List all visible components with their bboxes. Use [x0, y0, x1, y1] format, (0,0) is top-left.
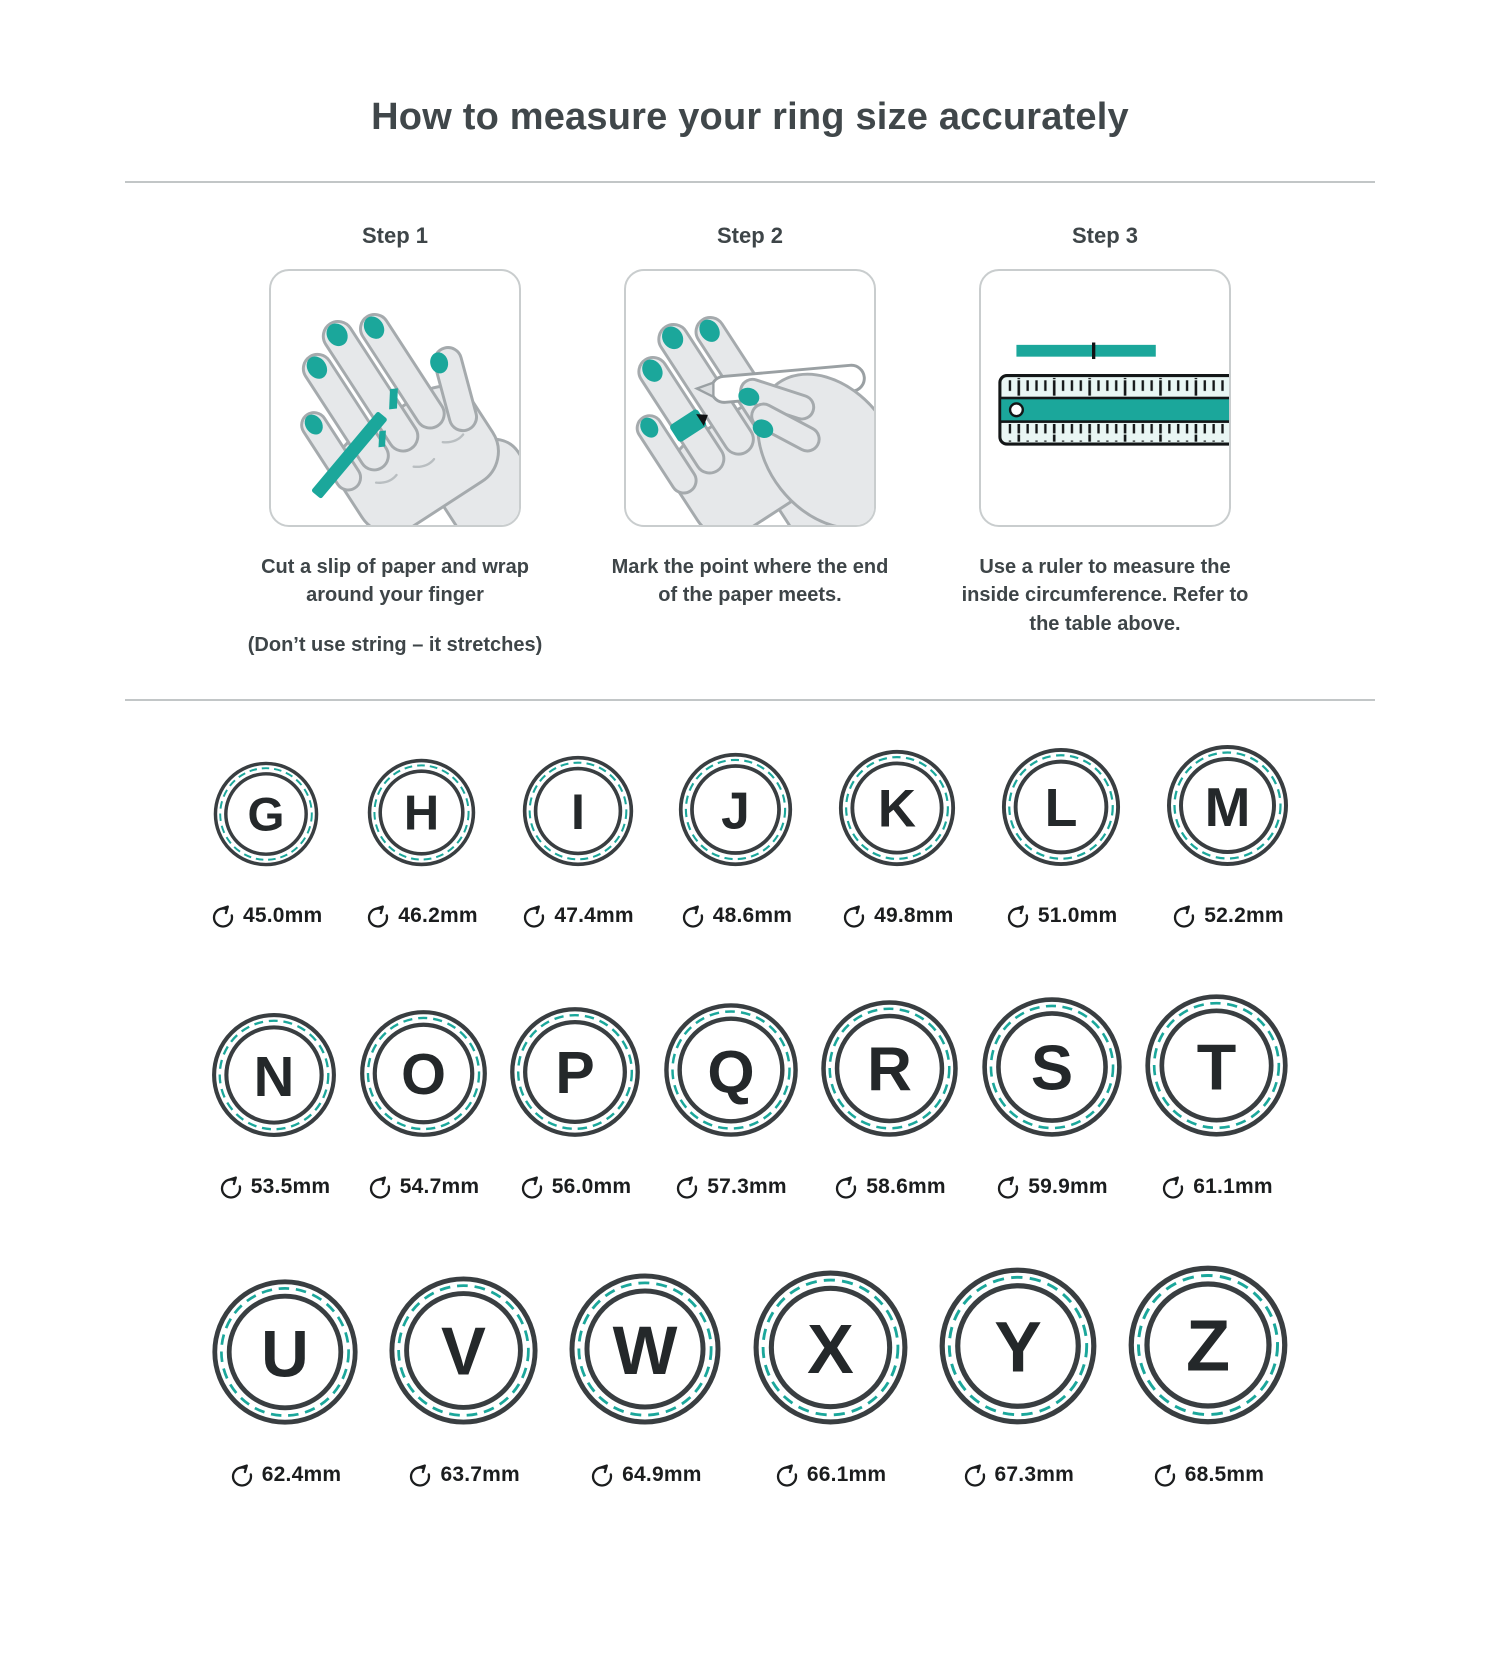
circumference-arrow-icon [210, 903, 236, 929]
step-3-illustration-box [979, 269, 1231, 527]
ring-circle-graphic [819, 998, 960, 1139]
step-1 [230, 223, 560, 657]
ring-size-item [1165, 743, 1290, 930]
ring-circumference-value: 67.3mm [994, 1462, 1074, 1486]
ring-row-2 [210, 992, 1290, 1201]
ring-circle-graphic [358, 1008, 489, 1139]
step-2-illustration-box [624, 269, 876, 527]
ring-circumference-value: 63.7mm [440, 1462, 520, 1486]
ring-circumference [407, 1461, 519, 1489]
ring-circle-graphic [751, 1268, 910, 1427]
ring-size-letter: P [555, 1040, 595, 1106]
circumference-arrow-icon [218, 1174, 244, 1200]
page-title: How to measure your ring size accurately [371, 96, 1129, 138]
top-divider [125, 181, 1375, 183]
ring-circle-graphic [837, 748, 957, 868]
ring-circumference-value: 53.5mm [250, 1174, 331, 1198]
ring-circumference [229, 1461, 341, 1489]
step-2-caption: Mark the point where the end of the paper meets. [611, 556, 889, 607]
ring-circumference [674, 1173, 786, 1201]
ring-circle-graphic [521, 754, 635, 868]
ring-size-chart [0, 743, 1500, 1549]
ring-size-letter: Z [1185, 1306, 1230, 1387]
ring-circumference-value: 48.6mm [712, 903, 793, 927]
ring-circle-graphic [212, 760, 320, 868]
ring-circle-graphic [1143, 992, 1290, 1139]
circumference-arrow-icon [1152, 1462, 1178, 1488]
ring-circumference-value: 49.8mm [874, 903, 954, 927]
ring-circumference [1005, 902, 1117, 930]
ring-circumference [1171, 902, 1283, 930]
ring-circumference-value: 64.9mm [622, 1462, 702, 1486]
ring-size-item [662, 1001, 800, 1201]
ring-circumference-value: 59.9mm [1028, 1174, 1108, 1198]
ring-size-letter: L [1044, 778, 1078, 839]
ring-circumference-value: 51.0mm [1037, 903, 1118, 927]
ring-circle-graphic [366, 757, 477, 868]
ring-circumference [365, 902, 477, 930]
ring-size-item [508, 1005, 642, 1201]
step-1-caption: Cut a slip of paper and wrap around your finger [261, 556, 529, 607]
ruler-bottom-ticks [1005, 424, 1229, 442]
ring-circumference [1152, 1461, 1264, 1489]
ring-circumference [589, 1461, 701, 1489]
ring-circle-graphic [1165, 743, 1290, 868]
ring-size-item [1126, 1263, 1290, 1489]
ruler-illustration [981, 271, 1229, 525]
circumference-arrow-icon [1160, 1174, 1186, 1200]
step-1-note: (Don’t use string – it stretches) [247, 633, 543, 656]
ring-size-item [210, 1277, 360, 1489]
ring-circumference [962, 1461, 1074, 1489]
ring-size-letter: V [441, 1314, 487, 1390]
step-1-illustration-box [269, 269, 521, 527]
circumference-arrow-icon [1171, 903, 1197, 929]
ring-circle-graphic [210, 1277, 360, 1427]
ring-size-item [751, 1268, 910, 1489]
step-3-caption: Use a ruler to measure the inside circumference. Refer to the table above. [961, 556, 1249, 635]
ring-size-item [387, 1274, 540, 1489]
step-2 [585, 223, 915, 657]
ring-circle-graphic [387, 1274, 540, 1427]
ring-circumference-value: 47.4mm [554, 903, 634, 927]
ring-circumference [774, 1461, 886, 1489]
ring-circumference-value: 46.2mm [398, 903, 478, 927]
ring-size-letter: S [1030, 1033, 1073, 1104]
ring-size-item [837, 748, 957, 930]
ring-circle-graphic [567, 1271, 723, 1427]
ring-size-item [210, 760, 322, 930]
ring-size-item [1143, 992, 1290, 1201]
ring-circumference [218, 1173, 330, 1201]
ring-circumference [521, 902, 633, 930]
ring-circle-graphic [1000, 746, 1122, 868]
ring-circumference-value: 68.5mm [1184, 1462, 1265, 1486]
step-2-label: Step 2 [716, 223, 784, 248]
ring-circumference [995, 1173, 1107, 1201]
ring-row-3 [210, 1263, 1290, 1489]
ruler-center-band [1000, 398, 1229, 422]
ring-circle-graphic [662, 1001, 800, 1139]
ring-circumference [367, 1173, 479, 1201]
ruler-top-ticks [1005, 378, 1229, 396]
ring-circle-graphic [1126, 1263, 1290, 1427]
paper-strip [1016, 345, 1155, 357]
ring-size-item [1000, 746, 1122, 930]
circumference-arrow-icon [995, 1174, 1021, 1200]
ring-circumference [833, 1173, 945, 1201]
ring-size-letter: U [261, 1316, 309, 1391]
ring-circumference [680, 902, 792, 930]
circumference-arrow-icon [774, 1462, 800, 1488]
ring-size-letter: O [400, 1042, 446, 1107]
steps-section [0, 223, 1500, 657]
circumference-arrow-icon [367, 1174, 393, 1200]
ring-circumference [1160, 1173, 1272, 1201]
ring-size-letter: R [867, 1035, 912, 1105]
ring-size-letter: W [612, 1311, 678, 1389]
ring-size-item [358, 1008, 489, 1201]
circumference-arrow-icon [521, 903, 547, 929]
circumference-arrow-icon [674, 1174, 700, 1200]
circumference-arrow-icon [589, 1462, 615, 1488]
ring-size-item [365, 757, 477, 930]
ring-size-letter: N [253, 1044, 295, 1108]
ring-circumference-value: 52.2mm [1204, 903, 1284, 927]
ring-circumference [210, 902, 322, 930]
ring-circle-graphic [677, 751, 794, 868]
ring-size-item [819, 998, 960, 1201]
ring-circumference-value: 57.3mm [707, 1174, 787, 1198]
circumference-arrow-icon [1005, 903, 1031, 929]
circumference-arrow-icon [833, 1174, 859, 1200]
step-3 [940, 223, 1270, 657]
ruler [1000, 376, 1229, 444]
ring-size-item [980, 995, 1124, 1201]
ring-size-letter: Y [993, 1307, 1042, 1388]
pen-mark-on-strip [1092, 342, 1095, 359]
ring-row-1 [210, 743, 1290, 930]
circumference-arrow-icon [841, 903, 867, 929]
ring-size-letter: I [570, 783, 585, 840]
ring-circumference-value: 45.0mm [243, 903, 323, 927]
ring-circumference-value: 56.0mm [551, 1174, 632, 1198]
ring-size-letter: J [721, 781, 751, 840]
ring-size-item [210, 1011, 338, 1201]
ring-circle-graphic [508, 1005, 642, 1139]
circumference-arrow-icon [680, 903, 706, 929]
ring-size-letter: X [806, 1309, 854, 1388]
ring-circumference-value: 58.6mm [866, 1174, 946, 1198]
ring-circumference-value: 66.1mm [806, 1462, 887, 1486]
ring-size-letter: K [878, 779, 917, 839]
ring-size-letter: Q [706, 1037, 755, 1106]
ring-size-letter: G [247, 788, 285, 842]
ring-size-letter: M [1204, 775, 1251, 838]
ring-circle-graphic [210, 1011, 338, 1139]
ruler-hole [1010, 403, 1023, 416]
ring-circumference [519, 1173, 631, 1201]
ring-size-letter: H [403, 786, 440, 841]
circumference-arrow-icon [365, 903, 391, 929]
step-1-label: Step 1 [361, 223, 429, 248]
pen-marking-paper-illustration [626, 271, 874, 525]
step-3-label: Step 3 [1071, 223, 1139, 248]
circumference-arrow-icon [519, 1174, 545, 1200]
ring-size-item [677, 751, 794, 930]
circumference-arrow-icon [407, 1462, 433, 1488]
ring-circumference-value: 61.1mm [1193, 1174, 1273, 1198]
middle-divider [125, 699, 1375, 701]
ring-circumference-value: 54.7mm [399, 1174, 480, 1198]
ring-size-item [937, 1265, 1099, 1489]
circumference-arrow-icon [229, 1462, 255, 1488]
circumference-arrow-icon [962, 1462, 988, 1488]
ring-size-item [567, 1271, 723, 1489]
ring-circle-graphic [980, 995, 1124, 1139]
ring-circumference-value: 62.4mm [261, 1462, 342, 1486]
ring-size-item [521, 754, 635, 930]
hand-with-paper-strip-illustration [271, 271, 519, 525]
ring-circumference [841, 902, 953, 930]
ring-size-letter: T [1196, 1030, 1237, 1104]
ring-circle-graphic [937, 1265, 1099, 1427]
